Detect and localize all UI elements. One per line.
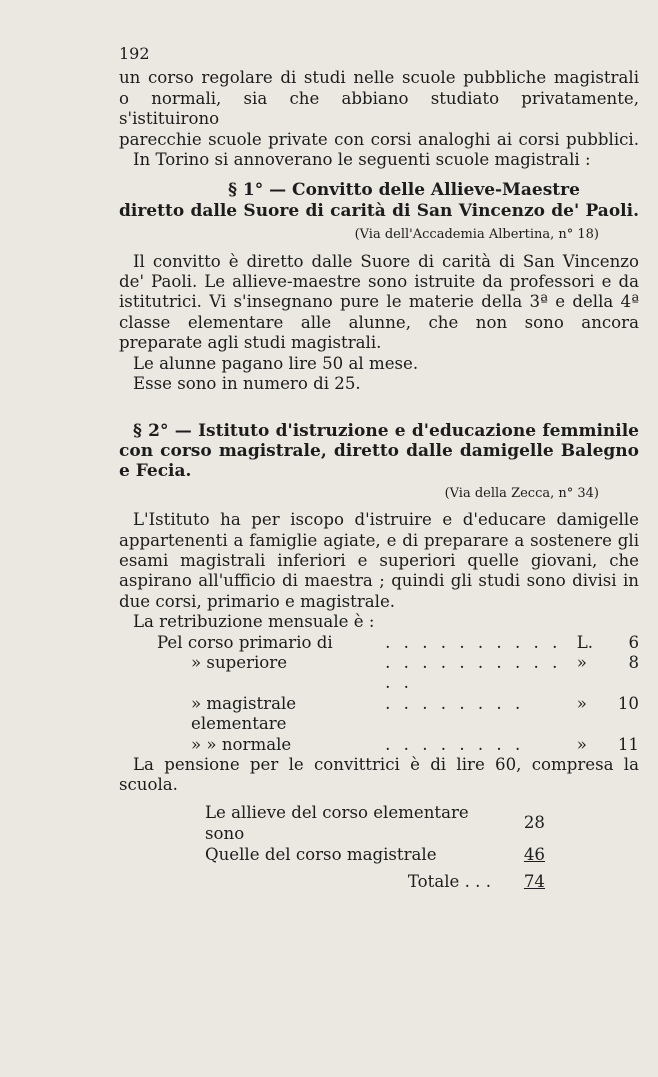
- summary-value: 46: [523, 844, 545, 864]
- total-label: Totale . . .: [407, 871, 491, 891]
- section1-address: (Via dell'Accademia Albertina, n° 18): [354, 227, 599, 243]
- intro-torino: In Torino si annoverano le seguenti scuole magistrali :: [133, 150, 591, 170]
- section1-body: Il convitto è diretto dalle Suore di carità di San Vincenzo de' Paoli. Le allieve-maestre sono istruite da professori e da istitutrici. Vi s'insegnano pure le materie della 3ª e della 4ª classe elementare alle alunne, che non sono ancora preparate agli studi magistrali.: [119, 251, 639, 353]
- fee-currency: L.: [576, 632, 593, 652]
- intro-line-3: parecchie scuole private con corsi analoghi ai corsi pubblici.: [119, 129, 639, 149]
- fee-label: » » normale: [191, 734, 292, 754]
- fee-currency: »: [576, 734, 587, 754]
- fee-row: [119, 694, 639, 735]
- total-value: 74: [523, 871, 545, 891]
- intro-line-1: un corso regolare di studi nelle scuole pubbliche magistrali: [119, 68, 639, 88]
- fee-amount: 8: [628, 652, 639, 672]
- fee-currency: »: [576, 693, 587, 713]
- section1-count: Esse sono in numero di 25.: [133, 374, 361, 394]
- section1-fee: Le alunne pagano lire 50 al mese.: [133, 353, 419, 373]
- section1-title-line2: diretto dalle Suore di carità di San Vincenzo de' Paoli.: [119, 200, 639, 221]
- fee-dots: . . . . . . . . . .: [385, 632, 562, 652]
- student-summary: [205, 802, 545, 892]
- fee-dots: . . . . . . . .: [385, 734, 525, 754]
- fee-amount: 6: [628, 632, 639, 652]
- summary-value: 28: [523, 813, 545, 833]
- fee-dots: . . . . . . . .: [385, 693, 525, 713]
- fee-table: [119, 633, 639, 755]
- summary-label: Quelle del corso magistrale: [205, 844, 437, 864]
- summary-label: Le allieve del corso elementare sono: [205, 802, 469, 843]
- summary-row: [205, 844, 545, 865]
- fee-dots: . . . . . . . . . . . .: [385, 652, 562, 693]
- fee-label: Pel corso primario di: [157, 632, 333, 652]
- fee-amount: 10: [617, 693, 639, 713]
- fee-row: [119, 653, 639, 694]
- fee-label: » magistrale elementare: [191, 693, 297, 734]
- section2-pension: La pensione per le convittrici è di lire 60, compresa la scuola.: [119, 755, 639, 795]
- fee-currency: »: [576, 652, 587, 672]
- retribution-intro: La retribuzione mensuale è :: [133, 612, 375, 632]
- section1-title-line1: § 1° — Convitto delle Allieve-Maestre: [228, 180, 580, 201]
- fee-row: [119, 633, 639, 653]
- summary-row: [205, 802, 545, 844]
- intro-line-2: o normali, sia che abbiano studiato privatamente, s'istituirono: [119, 88, 639, 129]
- page-text: [119, 44, 639, 892]
- summary-total-row: [205, 865, 545, 892]
- section1-title: [119, 180, 639, 221]
- fee-amount: 11: [617, 734, 639, 754]
- fee-row: [119, 735, 639, 755]
- fee-label: » superiore: [191, 652, 288, 672]
- section2-title: § 2° — Istituto d'istruzione e d'educazione femminile con corso magistrale, diretto dalle damigelle Balegno e Fecia.: [119, 420, 639, 482]
- section2-body: L'Istituto ha per iscopo d'istruire e d'educare damigelle appartenenti a famiglie agiate, e di preparare a sostenere gli esami magistrali inferiori e superiori quelle giovani, che aspirano all'ufficio di maestra ; quindi gli studi sono divisi in due corsi, primario e magistrale.: [119, 510, 639, 611]
- page-number: 192: [119, 44, 150, 63]
- section2-address: (Via della Zecca, n° 34): [444, 485, 599, 501]
